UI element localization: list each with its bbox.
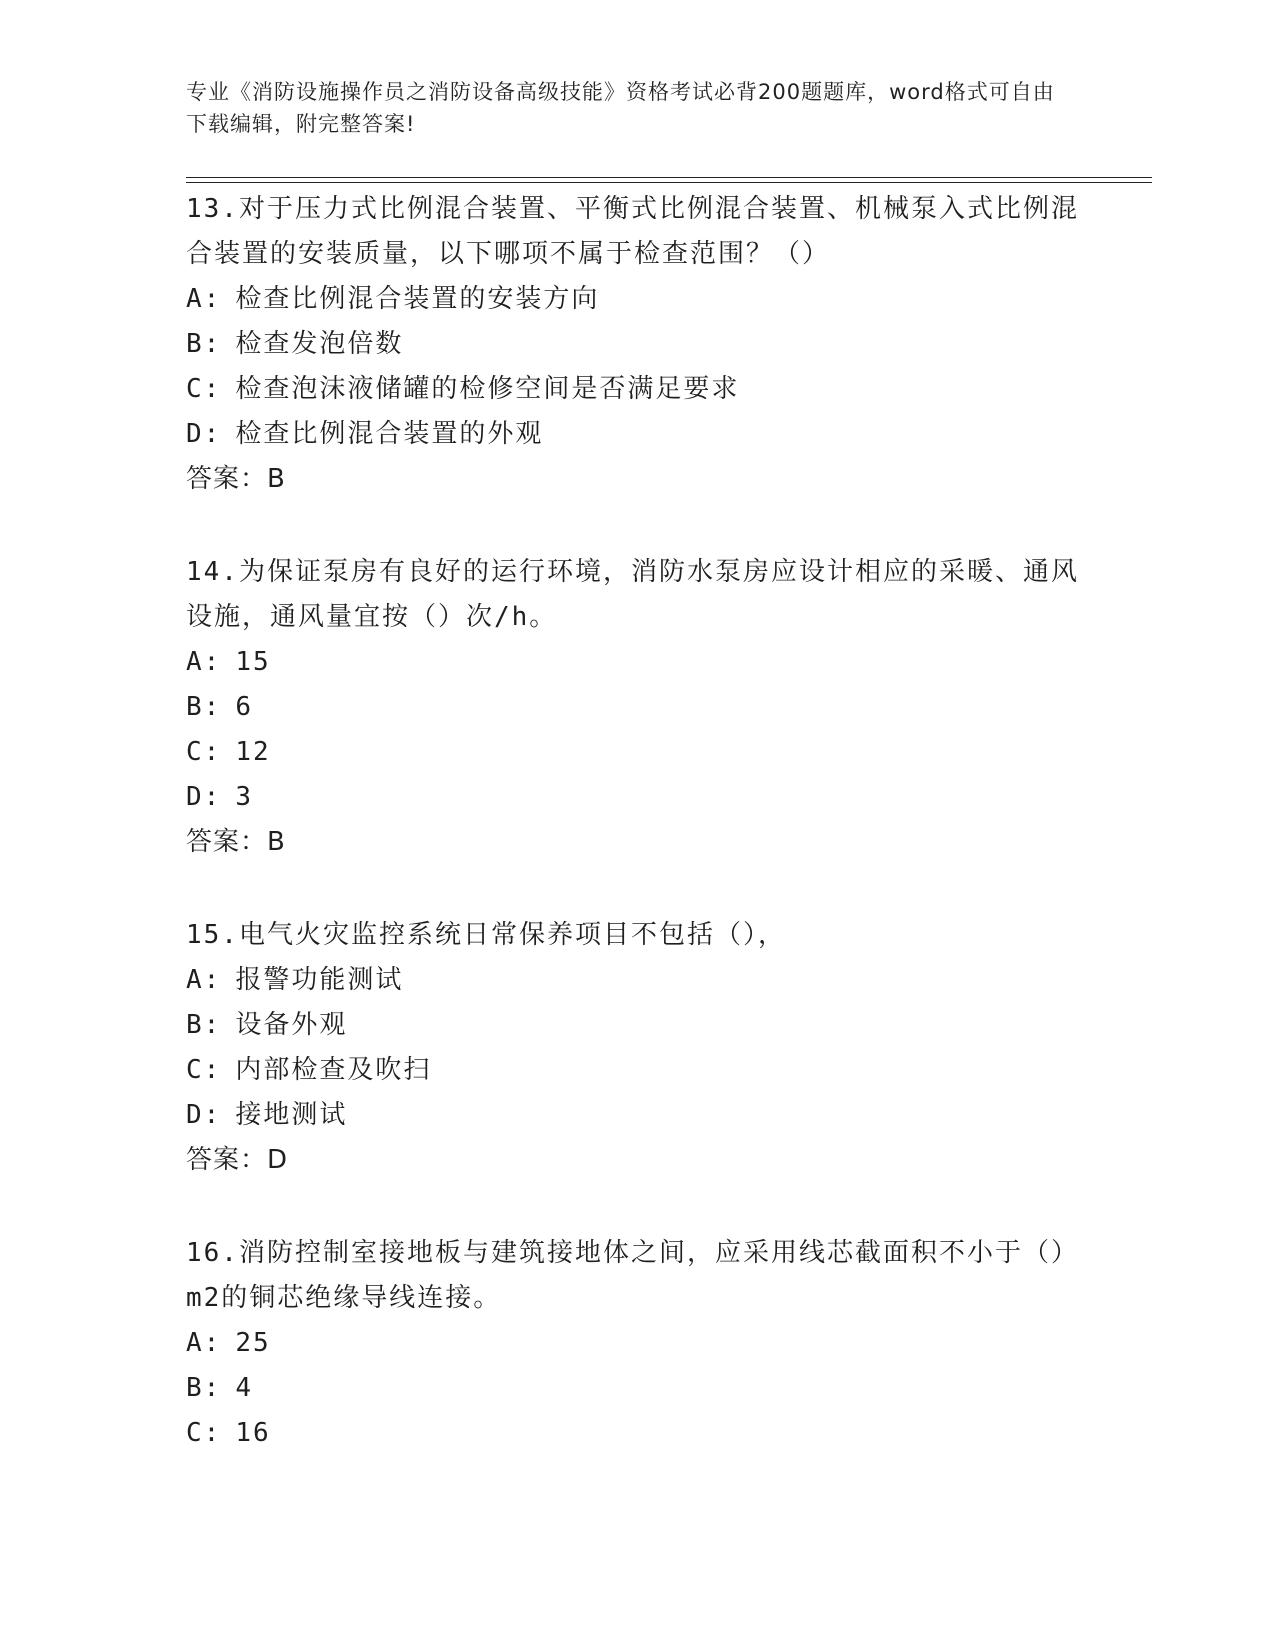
question-stem: 13.对于压力式比例混合装置、平衡式比例混合装置、机械泵入式比例混合装置的安装质量，以下哪项不属于检查范围？（）	[186, 194, 1079, 269]
header-divider-bottom	[186, 182, 1152, 183]
option-text: 检查比例混合装置的安装方向	[235, 284, 600, 314]
option-text: 设备外观	[235, 1010, 348, 1040]
answer-line: 答案：B	[186, 464, 286, 494]
option-a	[186, 640, 1086, 685]
question-spacer	[186, 865, 1086, 913]
option-a	[186, 1321, 1086, 1366]
option-c	[186, 730, 1086, 775]
question-16	[186, 1231, 1086, 1456]
option-letter: D:	[186, 782, 222, 812]
option-text: 15	[235, 647, 271, 677]
option-text: 检查发泡倍数	[235, 329, 404, 359]
option-text: 接地测试	[235, 1100, 348, 1130]
option-letter: C:	[186, 374, 222, 404]
option-letter: C:	[186, 1055, 222, 1085]
option-b	[186, 685, 1086, 730]
option-c	[186, 1048, 1086, 1093]
option-letter: B:	[186, 1010, 222, 1040]
option-text: 6	[235, 692, 253, 722]
option-letter: A:	[186, 284, 222, 314]
header-divider-top	[186, 177, 1152, 178]
option-letter: C:	[186, 737, 222, 767]
option-text: 报警功能测试	[235, 965, 404, 995]
option-letter: A:	[186, 965, 222, 995]
question-spacer	[186, 502, 1086, 550]
option-c	[186, 367, 1086, 412]
option-c	[186, 1411, 1086, 1456]
question-stem: 14.为保证泵房有良好的运行环境，消防水泵房应设计相应的采暖、通风设施，通风量宜按（）次/h。	[186, 557, 1079, 632]
option-text: 25	[235, 1328, 271, 1358]
option-a	[186, 958, 1086, 1003]
option-letter: D:	[186, 419, 222, 449]
option-letter: B:	[186, 329, 222, 359]
question-stem: 15.电气火灾监控系统日常保养项目不包括（），	[186, 920, 786, 950]
question-15	[186, 913, 1086, 1183]
option-text: 检查泡沫液储罐的检修空间是否满足要求	[235, 374, 740, 404]
answer-line: 答案：B	[186, 827, 286, 857]
question-13	[186, 187, 1086, 502]
option-d	[186, 412, 1086, 457]
option-text: 4	[235, 1373, 253, 1403]
answer-line: 答案：D	[186, 1145, 289, 1175]
option-letter: A:	[186, 1328, 222, 1358]
question-list	[186, 187, 1086, 1456]
option-b	[186, 322, 1086, 367]
option-letter: B:	[186, 1373, 222, 1403]
option-b	[186, 1003, 1086, 1048]
option-text: 12	[235, 737, 271, 767]
option-text: 内部检查及吹扫	[235, 1055, 432, 1085]
option-d	[186, 1093, 1086, 1138]
option-text: 3	[235, 782, 253, 812]
option-text: 检查比例混合装置的外观	[235, 419, 544, 449]
option-letter: D:	[186, 1100, 222, 1130]
option-a	[186, 277, 1086, 322]
question-stem: 16.消防控制室接地板与建筑接地体之间，应采用线芯截面积不小于（）m2的铜芯绝缘导线连接。	[186, 1238, 1079, 1313]
option-b	[186, 1366, 1086, 1411]
option-letter: A:	[186, 647, 222, 677]
document-header: 专业《消防设施操作员之消防设备高级技能》资格考试必背200题题库，word格式可自由下载编辑，附完整答案!	[186, 80, 1055, 136]
question-spacer	[186, 1183, 1086, 1231]
option-text: 16	[235, 1418, 271, 1448]
option-letter: B:	[186, 692, 222, 722]
option-letter: C:	[186, 1418, 222, 1448]
option-d	[186, 775, 1086, 820]
question-14	[186, 550, 1086, 865]
